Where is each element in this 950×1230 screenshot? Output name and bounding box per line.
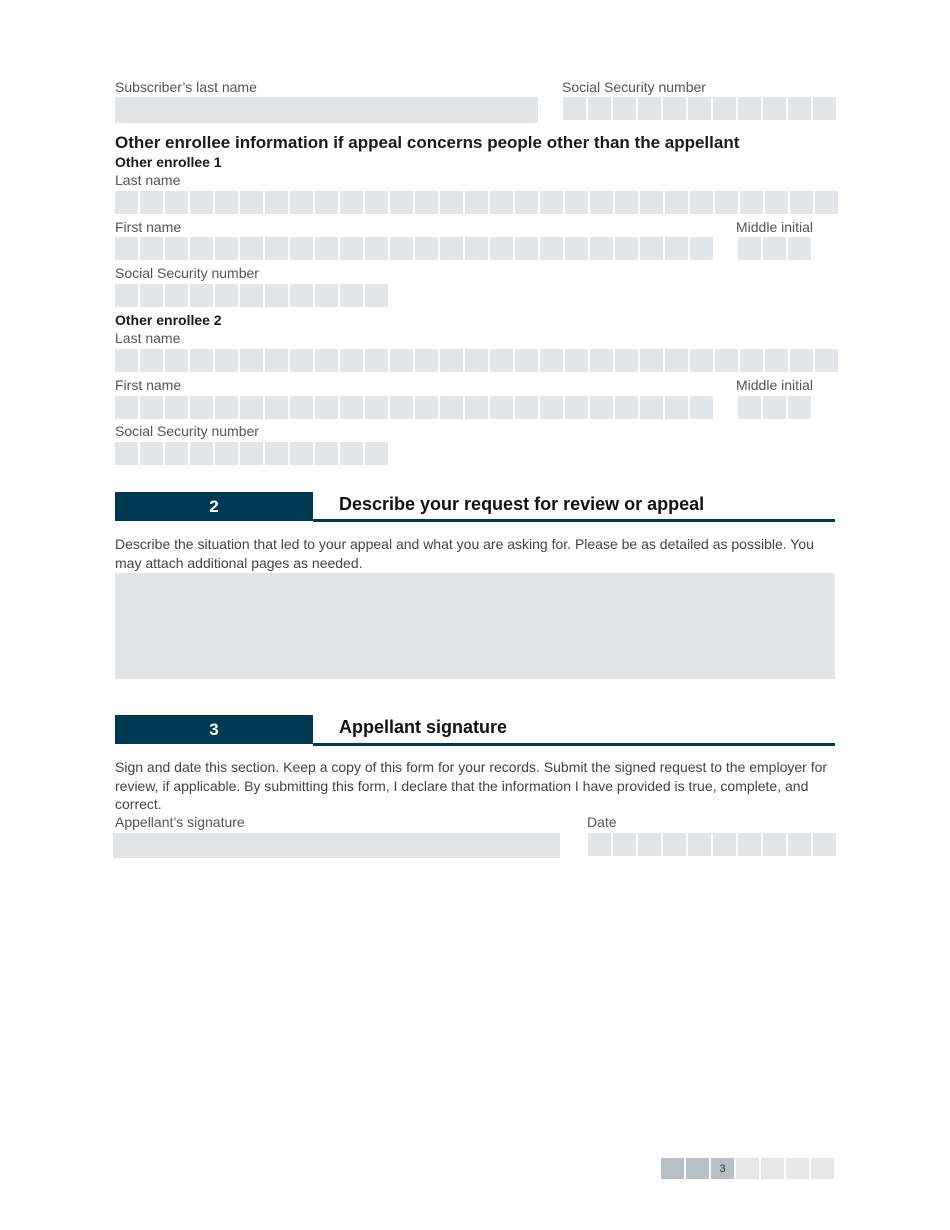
section2-rule	[313, 519, 835, 522]
character-box[interactable]	[588, 97, 611, 120]
character-box[interactable]	[515, 191, 538, 214]
character-box[interactable]	[740, 191, 763, 214]
character-box[interactable]	[240, 284, 263, 307]
character-box[interactable]	[615, 349, 638, 372]
character-box[interactable]	[738, 833, 761, 856]
character-box[interactable]	[190, 237, 213, 260]
enrollee1-last-name-label: Last name	[115, 172, 181, 188]
character-box[interactable]	[215, 191, 238, 214]
character-box[interactable]	[790, 191, 813, 214]
character-box[interactable]	[140, 284, 163, 307]
enrollee1-first-name-input[interactable]	[115, 237, 713, 260]
character-box[interactable]	[613, 97, 636, 120]
character-box[interactable]	[540, 349, 563, 372]
enrollee2-last-name-label: Last name	[115, 330, 181, 346]
character-box[interactable]	[140, 191, 163, 214]
enrollee1-first-name-label: First name	[115, 219, 182, 235]
character-box[interactable]	[515, 237, 538, 260]
character-box[interactable]	[215, 237, 238, 260]
character-box[interactable]	[440, 396, 463, 419]
character-box[interactable]	[290, 237, 313, 260]
character-box[interactable]	[115, 442, 138, 465]
character-box[interactable]	[365, 349, 388, 372]
character-box[interactable]	[390, 191, 413, 214]
character-box[interactable]	[140, 349, 163, 372]
character-box[interactable]	[140, 442, 163, 465]
character-box[interactable]	[215, 442, 238, 465]
character-box[interactable]	[315, 237, 338, 260]
character-box[interactable]	[540, 396, 563, 419]
character-box[interactable]	[115, 191, 138, 214]
character-box[interactable]	[315, 396, 338, 419]
character-box[interactable]	[490, 396, 513, 419]
character-box[interactable]	[390, 349, 413, 372]
page-indicator-block	[661, 1158, 684, 1179]
character-box[interactable]	[688, 97, 711, 120]
enrollee2-ssn-label: Social Security number	[115, 423, 259, 439]
character-box[interactable]	[640, 237, 663, 260]
character-box[interactable]	[240, 349, 263, 372]
enrollee2-middle-initial-input[interactable]	[738, 396, 811, 419]
subscriber-ssn-label: Social Security number	[562, 79, 706, 95]
character-box[interactable]	[165, 191, 188, 214]
character-box[interactable]	[590, 396, 613, 419]
character-box[interactable]	[638, 833, 661, 856]
enrollee2-first-name-label: First name	[115, 377, 182, 393]
signature-label: Appellant’s signature	[115, 814, 245, 830]
character-box[interactable]	[415, 396, 438, 419]
section3-title: Appellant signature	[339, 717, 508, 737]
page-indicator	[661, 1158, 834, 1179]
character-box[interactable]	[515, 349, 538, 372]
subscriber-ssn-input[interactable]	[563, 97, 836, 120]
character-box[interactable]	[440, 237, 463, 260]
character-box[interactable]	[565, 396, 588, 419]
character-box[interactable]	[465, 191, 488, 214]
character-box[interactable]	[713, 833, 736, 856]
character-box[interactable]	[115, 349, 138, 372]
enrollee2-ssn-input[interactable]	[115, 442, 388, 465]
character-box[interactable]	[190, 349, 213, 372]
enrollee2-heading: Other enrollee 2	[115, 312, 222, 328]
page-indicator-block	[736, 1158, 759, 1179]
character-box[interactable]	[465, 349, 488, 372]
character-box[interactable]	[415, 349, 438, 372]
character-box[interactable]	[665, 349, 688, 372]
character-box[interactable]	[265, 237, 288, 260]
character-box[interactable]	[763, 833, 786, 856]
character-box[interactable]	[165, 396, 188, 419]
character-box[interactable]	[490, 349, 513, 372]
character-box[interactable]	[665, 237, 688, 260]
character-box[interactable]	[215, 284, 238, 307]
character-box[interactable]	[140, 237, 163, 260]
character-box[interactable]	[815, 191, 838, 214]
character-box[interactable]	[415, 237, 438, 260]
character-box[interactable]	[440, 191, 463, 214]
date-label: Date	[587, 814, 617, 830]
character-box[interactable]	[240, 191, 263, 214]
character-box[interactable]	[440, 349, 463, 372]
character-box[interactable]	[638, 97, 661, 120]
character-box[interactable]	[340, 442, 363, 465]
character-box[interactable]	[788, 396, 811, 419]
page-indicator-block	[811, 1158, 834, 1179]
character-box[interactable]	[365, 191, 388, 214]
character-box[interactable]	[515, 396, 538, 419]
enrollee1-middle-initial-label: Middle initial	[736, 219, 814, 235]
character-box[interactable]	[340, 396, 363, 419]
character-box[interactable]	[165, 237, 188, 260]
section3-instructions: Sign and date this section. Keep a copy of this form for your records. Submit the signed request to the employer for review, if applicable. By submitting this form, I declare that the information I have provided is true, complete, and correct.	[115, 759, 828, 812]
character-box[interactable]	[465, 237, 488, 260]
character-box[interactable]	[365, 284, 388, 307]
character-box[interactable]	[465, 396, 488, 419]
character-box[interactable]	[765, 349, 788, 372]
character-box[interactable]	[763, 237, 786, 260]
character-box[interactable]	[563, 97, 586, 120]
character-box[interactable]	[640, 396, 663, 419]
character-box[interactable]	[190, 396, 213, 419]
character-box[interactable]	[665, 191, 688, 214]
character-box[interactable]	[788, 97, 811, 120]
character-box[interactable]	[540, 237, 563, 260]
page-indicator-block	[761, 1158, 784, 1179]
character-box[interactable]	[588, 833, 611, 856]
date-input[interactable]	[588, 833, 836, 856]
character-box[interactable]	[290, 284, 313, 307]
character-box[interactable]	[190, 442, 213, 465]
character-box[interactable]	[190, 284, 213, 307]
character-box[interactable]	[763, 97, 786, 120]
character-box[interactable]	[165, 284, 188, 307]
appeal-description-textarea[interactable]	[115, 573, 835, 679]
character-box[interactable]	[365, 442, 388, 465]
character-box[interactable]	[265, 284, 288, 307]
character-box[interactable]	[565, 349, 588, 372]
character-box[interactable]	[240, 237, 263, 260]
character-box[interactable]	[640, 191, 663, 214]
character-box[interactable]	[715, 349, 738, 372]
character-box[interactable]	[738, 97, 761, 120]
page-number: 3	[711, 1158, 734, 1179]
enrollee1-heading: Other enrollee 1	[115, 154, 222, 170]
character-box[interactable]	[640, 349, 663, 372]
character-box[interactable]	[790, 349, 813, 372]
character-box[interactable]	[265, 396, 288, 419]
other-enrollee-heading: Other enrollee information if appeal concerns people other than the appellant	[115, 133, 740, 152]
character-box[interactable]	[815, 349, 838, 372]
section3-number: 3	[115, 715, 313, 744]
character-box[interactable]	[240, 396, 263, 419]
character-box[interactable]	[765, 191, 788, 214]
character-box[interactable]	[115, 284, 138, 307]
character-box[interactable]	[240, 442, 263, 465]
enrollee1-last-name-input[interactable]	[115, 191, 838, 214]
section3-rule	[313, 743, 835, 746]
subscriber-last-name-label: Subscriber’s last name	[115, 79, 257, 95]
character-box[interactable]	[788, 833, 811, 856]
character-box[interactable]	[140, 396, 163, 419]
character-box[interactable]	[365, 396, 388, 419]
character-box[interactable]	[590, 349, 613, 372]
page-indicator-block	[786, 1158, 809, 1179]
character-box[interactable]	[165, 442, 188, 465]
character-box[interactable]	[615, 237, 638, 260]
character-box[interactable]	[663, 833, 686, 856]
section2-number: 2	[115, 492, 313, 521]
character-box[interactable]	[540, 191, 563, 214]
character-box[interactable]	[565, 191, 588, 214]
character-box[interactable]	[738, 237, 761, 260]
character-box[interactable]	[265, 191, 288, 214]
character-box[interactable]	[365, 237, 388, 260]
character-box[interactable]	[290, 396, 313, 419]
character-box[interactable]	[290, 442, 313, 465]
character-box[interactable]	[688, 833, 711, 856]
character-box[interactable]	[490, 237, 513, 260]
character-box[interactable]	[740, 349, 763, 372]
character-box[interactable]	[315, 349, 338, 372]
character-box[interactable]	[115, 237, 138, 260]
enrollee2-first-name-input[interactable]	[115, 396, 713, 419]
subscriber-last-name-input[interactable]	[115, 97, 538, 123]
character-box[interactable]	[615, 191, 638, 214]
character-box[interactable]	[690, 396, 713, 419]
character-box[interactable]	[315, 191, 338, 214]
character-box[interactable]	[340, 349, 363, 372]
character-box[interactable]	[315, 284, 338, 307]
character-box[interactable]	[590, 191, 613, 214]
character-box[interactable]	[165, 349, 188, 372]
character-box[interactable]	[613, 833, 636, 856]
character-box[interactable]	[788, 237, 811, 260]
character-box[interactable]	[215, 349, 238, 372]
character-box[interactable]	[738, 396, 761, 419]
character-box[interactable]	[315, 442, 338, 465]
enrollee1-middle-initial-input[interactable]	[738, 237, 811, 260]
character-box[interactable]	[615, 396, 638, 419]
character-box[interactable]	[663, 97, 686, 120]
character-box[interactable]	[713, 97, 736, 120]
signature-input[interactable]	[113, 833, 560, 858]
character-box[interactable]	[690, 237, 713, 260]
character-box[interactable]	[813, 97, 836, 120]
character-box[interactable]	[265, 442, 288, 465]
character-box[interactable]	[665, 396, 688, 419]
enrollee1-ssn-input[interactable]	[115, 284, 388, 307]
character-box[interactable]	[813, 833, 836, 856]
character-box[interactable]	[340, 237, 363, 260]
character-box[interactable]	[340, 284, 363, 307]
character-box[interactable]	[190, 191, 213, 214]
enrollee2-middle-initial-label: Middle initial	[736, 377, 814, 393]
character-box[interactable]	[265, 349, 288, 372]
enrollee2-last-name-input[interactable]	[115, 349, 838, 372]
character-box[interactable]	[390, 396, 413, 419]
character-box[interactable]	[415, 191, 438, 214]
character-box[interactable]	[290, 191, 313, 214]
character-box[interactable]	[590, 237, 613, 260]
character-box[interactable]	[290, 349, 313, 372]
page-indicator-block	[686, 1158, 709, 1179]
section2-instructions: Describe the situation that led to your appeal and what you are asking for. Please be as detailed as possible. You may attach additional pages as needed.	[115, 536, 814, 571]
character-box[interactable]	[490, 191, 513, 214]
character-box[interactable]	[390, 237, 413, 260]
character-box[interactable]	[215, 396, 238, 419]
enrollee1-ssn-label: Social Security number	[115, 265, 259, 281]
character-box[interactable]	[340, 191, 363, 214]
character-box[interactable]	[715, 191, 738, 214]
character-box[interactable]	[690, 349, 713, 372]
character-box[interactable]	[690, 191, 713, 214]
section2-title: Describe your request for review or appeal	[339, 494, 705, 514]
character-box[interactable]	[763, 396, 786, 419]
character-box[interactable]	[565, 237, 588, 260]
character-box[interactable]	[115, 396, 138, 419]
